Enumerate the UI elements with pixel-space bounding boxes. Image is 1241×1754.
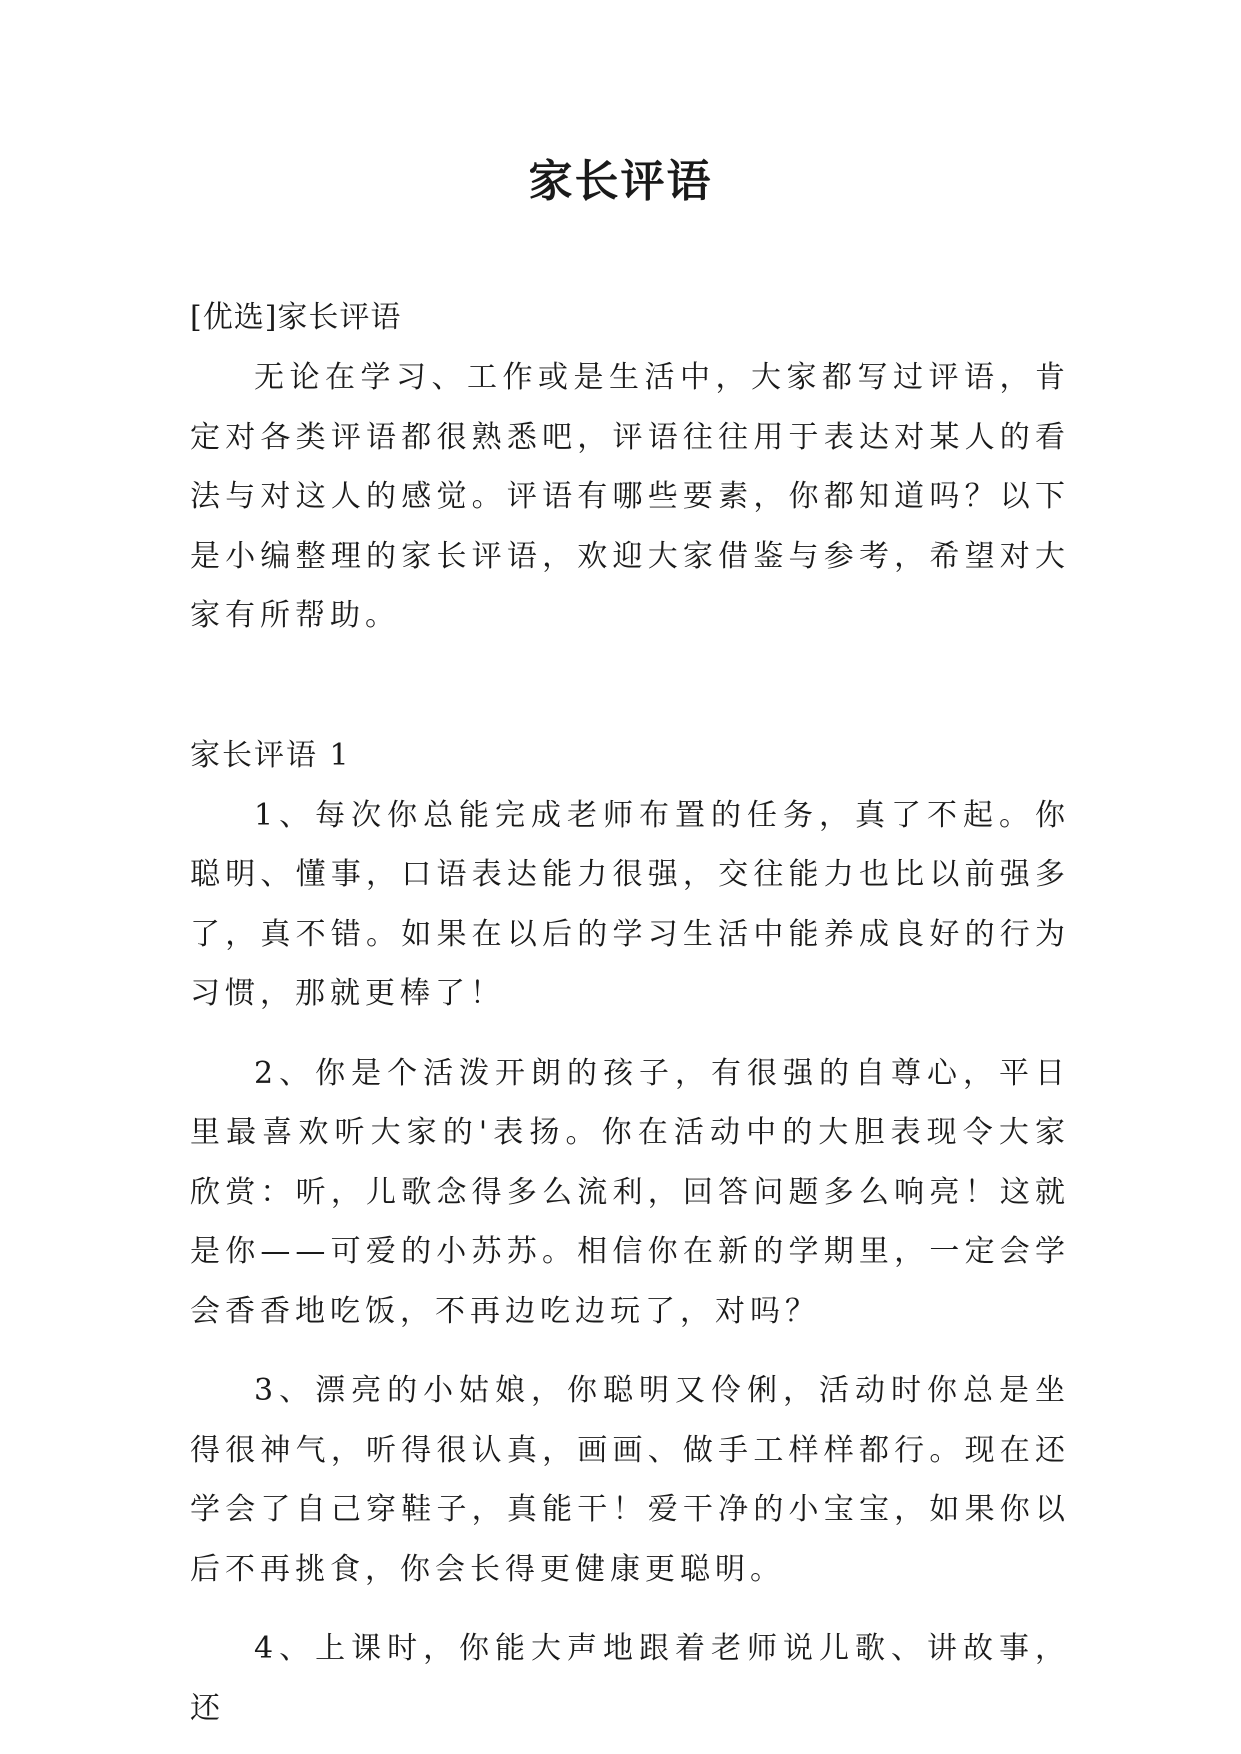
section-spacer: [190, 646, 1070, 726]
paragraph-spacer: [190, 1024, 1070, 1044]
list-item: 2、你是个活泼开朗的孩子，有很强的自尊心，平日里最喜欢听大家的'表扬。你在活动中的大胆表现令大家欣赏：听，儿歌念得多么流利，回答问题多么响亮！这就是你——可爱的小苏苏。相信你在新的学期里，一定会学会香香地吃饭，不再边吃边玩了，对吗？: [190, 1055, 1070, 1329]
paragraph-spacer: [190, 1599, 1070, 1619]
list-item: 3、漂亮的小姑娘，你聪明又伶俐，活动时你总是坐得很神气，听得很认真，画画、做手工样样都行。现在还学会了自己穿鞋子，真能干！爱干净的小宝宝，如果你以后不再挑食，你会长得更健康更聪明。: [190, 1373, 1070, 1587]
paragraph-spacer: [190, 1341, 1070, 1361]
document-body: [190, 288, 1070, 1738]
intro-paragraph: 无论在学习、工作或是生活中，大家都写过评语，肯定对各类评语都很熟悉吧，评语往往用于表达对某人的看法与对这人的感觉。评语有哪些要素，你都知道吗？以下是小编整理的家长评语，欢迎大家借鉴与参考，希望对大家有所帮助。: [190, 360, 1070, 633]
document-title: 家长评语: [528, 156, 713, 207]
list-item: 1、每次你总能完成老师布置的任务，真了不起。你聪明、懂事，口语表达能力很强，交往能力也比以前强多了，真不错。如果在以后的学习生活中能养成良好的行为习惯，那就更棒了！: [190, 797, 1070, 1011]
section-heading: 家长评语 1: [190, 737, 351, 773]
list-item: 4、上课时，你能大声地跟着老师说儿歌、讲故事，还: [190, 1631, 1070, 1726]
document-subtitle: [优选]家长评语: [190, 300, 402, 335]
